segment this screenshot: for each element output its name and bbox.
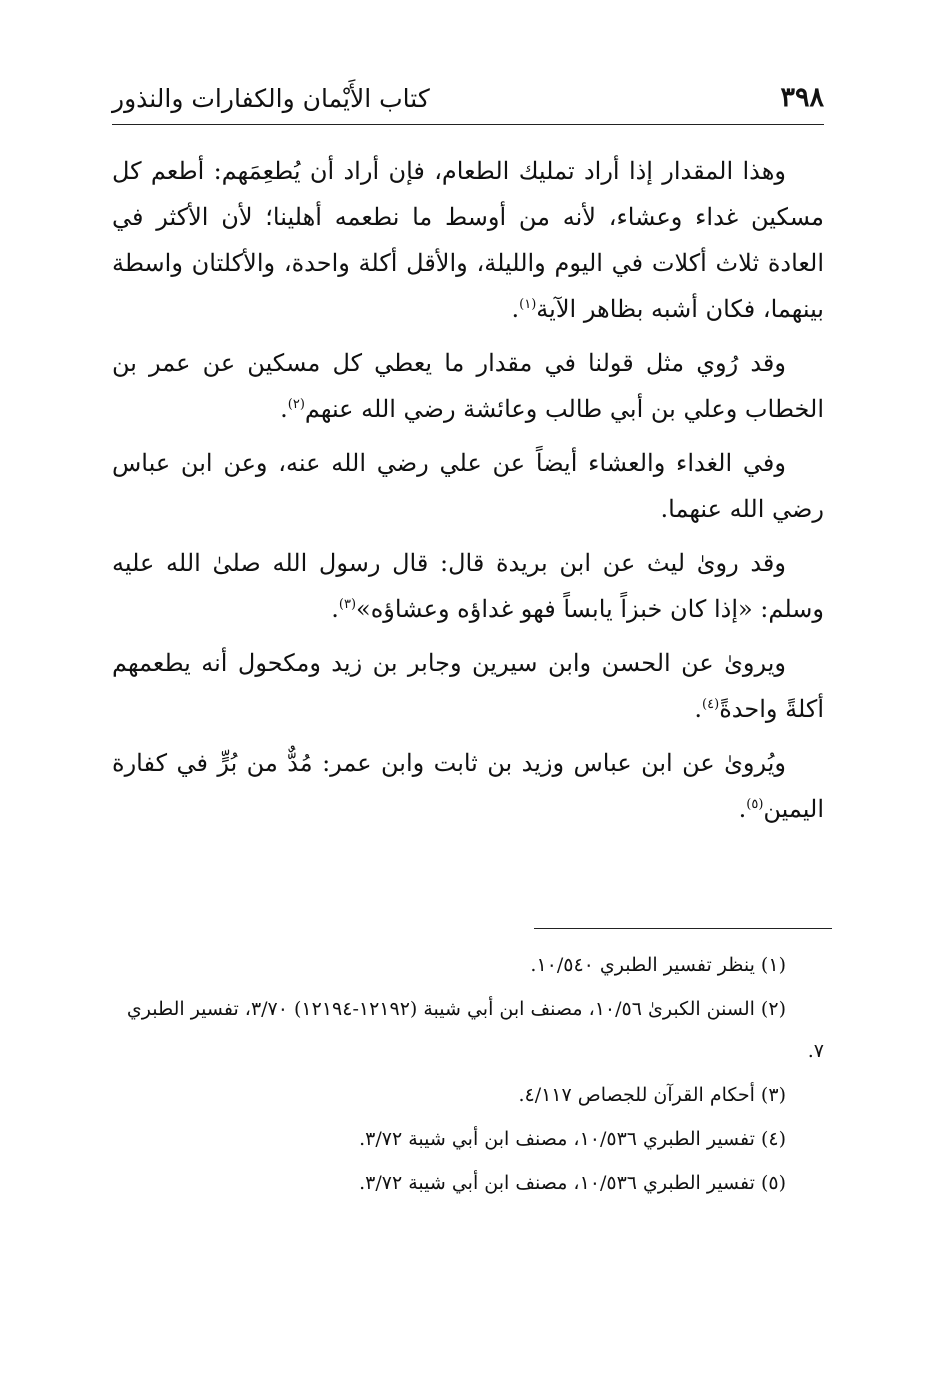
footnote-ref-3[interactable]: (٣): [338, 597, 357, 612]
paragraph-3: [112, 440, 824, 532]
footnote-5: (٥) تفسير الطبري ١٠/٥٣٦، مصنف ابن أبي شيبة ٣/٧٢.: [359, 1172, 786, 1194]
footnote-2: (٢) السنن الكبرىٰ ١٠/٥٦، مصنف ابن أبي شيبة (١٢١٩٢-١٢١٩٤) ٣/٧٠، تفسير الطبري ٧.: [126, 998, 824, 1062]
sentence-end: .: [738, 795, 747, 823]
footnote-ref-2[interactable]: (٢): [287, 397, 305, 412]
footnote-ref-1[interactable]: (١): [519, 297, 537, 312]
paragraph-text: وقد روىٰ ليث عن ابن بريدة قال: قال رسول الله صلىٰ الله عليه وسلم: «إذا كان خبزاً يابساً فهو غداؤه وعشاؤه»: [112, 549, 824, 623]
sentence-end: .: [280, 395, 288, 423]
page-number: ٣٩٨: [780, 82, 824, 113]
paragraph-2: [112, 340, 824, 432]
paragraph-text: وفي الغداء والعشاء أيضاً عن علي رضي الله عنه، وعن ابن عباس رضي الله عنهما.: [112, 449, 824, 523]
running-title: كتاب الأَيْمان والكفارات والنذور: [112, 84, 430, 113]
sentence-end: .: [331, 595, 339, 623]
footnote-4: (٤) تفسير الطبري ١٠/٥٣٦، مصنف ابن أبي شيبة ٣/٧٢.: [359, 1128, 786, 1150]
footnote-ref-4[interactable]: (٤): [702, 697, 720, 712]
sentence-end: .: [511, 295, 520, 323]
paragraph-text: وقد رُوي مثل قولنا في مقدار ما يعطي كل مسكين عن عمر بن الخطاب وعلي بن أبي طالب وعائشة رضي الله عنهم: [112, 349, 824, 423]
footnote-3: (٣) أحكام القرآن للجصاص ٤/١١٧.: [518, 1084, 786, 1106]
paragraph-text: ويُروىٰ عن ابن عباس وزيد بن ثابت وابن عمر: مُدٌّ من بُرٍّ في كفارة اليمين: [112, 749, 824, 823]
header-rule: [112, 124, 824, 125]
paragraph-6: [112, 740, 824, 832]
sentence-end: .: [694, 695, 703, 723]
paragraph-text: وهذا المقدار إذا أراد تمليك الطعام، فإن أراد أن يُطعِمَهم: أطعم كل مسكين غداء وعشاء، لأنه من أوسط ما نطعمه أهلينا؛ لأن الأكثر في العادة ثلاث أكلات في اليوم والليلة، والأقل أكلة واحدة، والأكلتان واسطة بينهما، فكان أشبه بظاهر الآية: [112, 157, 824, 323]
footnote-ref-5[interactable]: (٥): [746, 797, 764, 812]
paragraph-5: [112, 640, 824, 732]
footnote-separator: [534, 928, 832, 929]
paragraph-1: [112, 148, 824, 332]
footnote-1: (١) ينظر تفسير الطبري ١٠/٥٤٠.: [530, 954, 786, 976]
footnotes: [112, 944, 824, 1206]
main-text: [112, 148, 824, 840]
paragraph-text: ويروىٰ عن الحسن وابن سيرين وجابر بن زيد ومكحول أنه يطعمهم أكلةً واحدةً: [112, 649, 824, 723]
page-header: [112, 78, 824, 120]
paragraph-4: [112, 540, 824, 632]
